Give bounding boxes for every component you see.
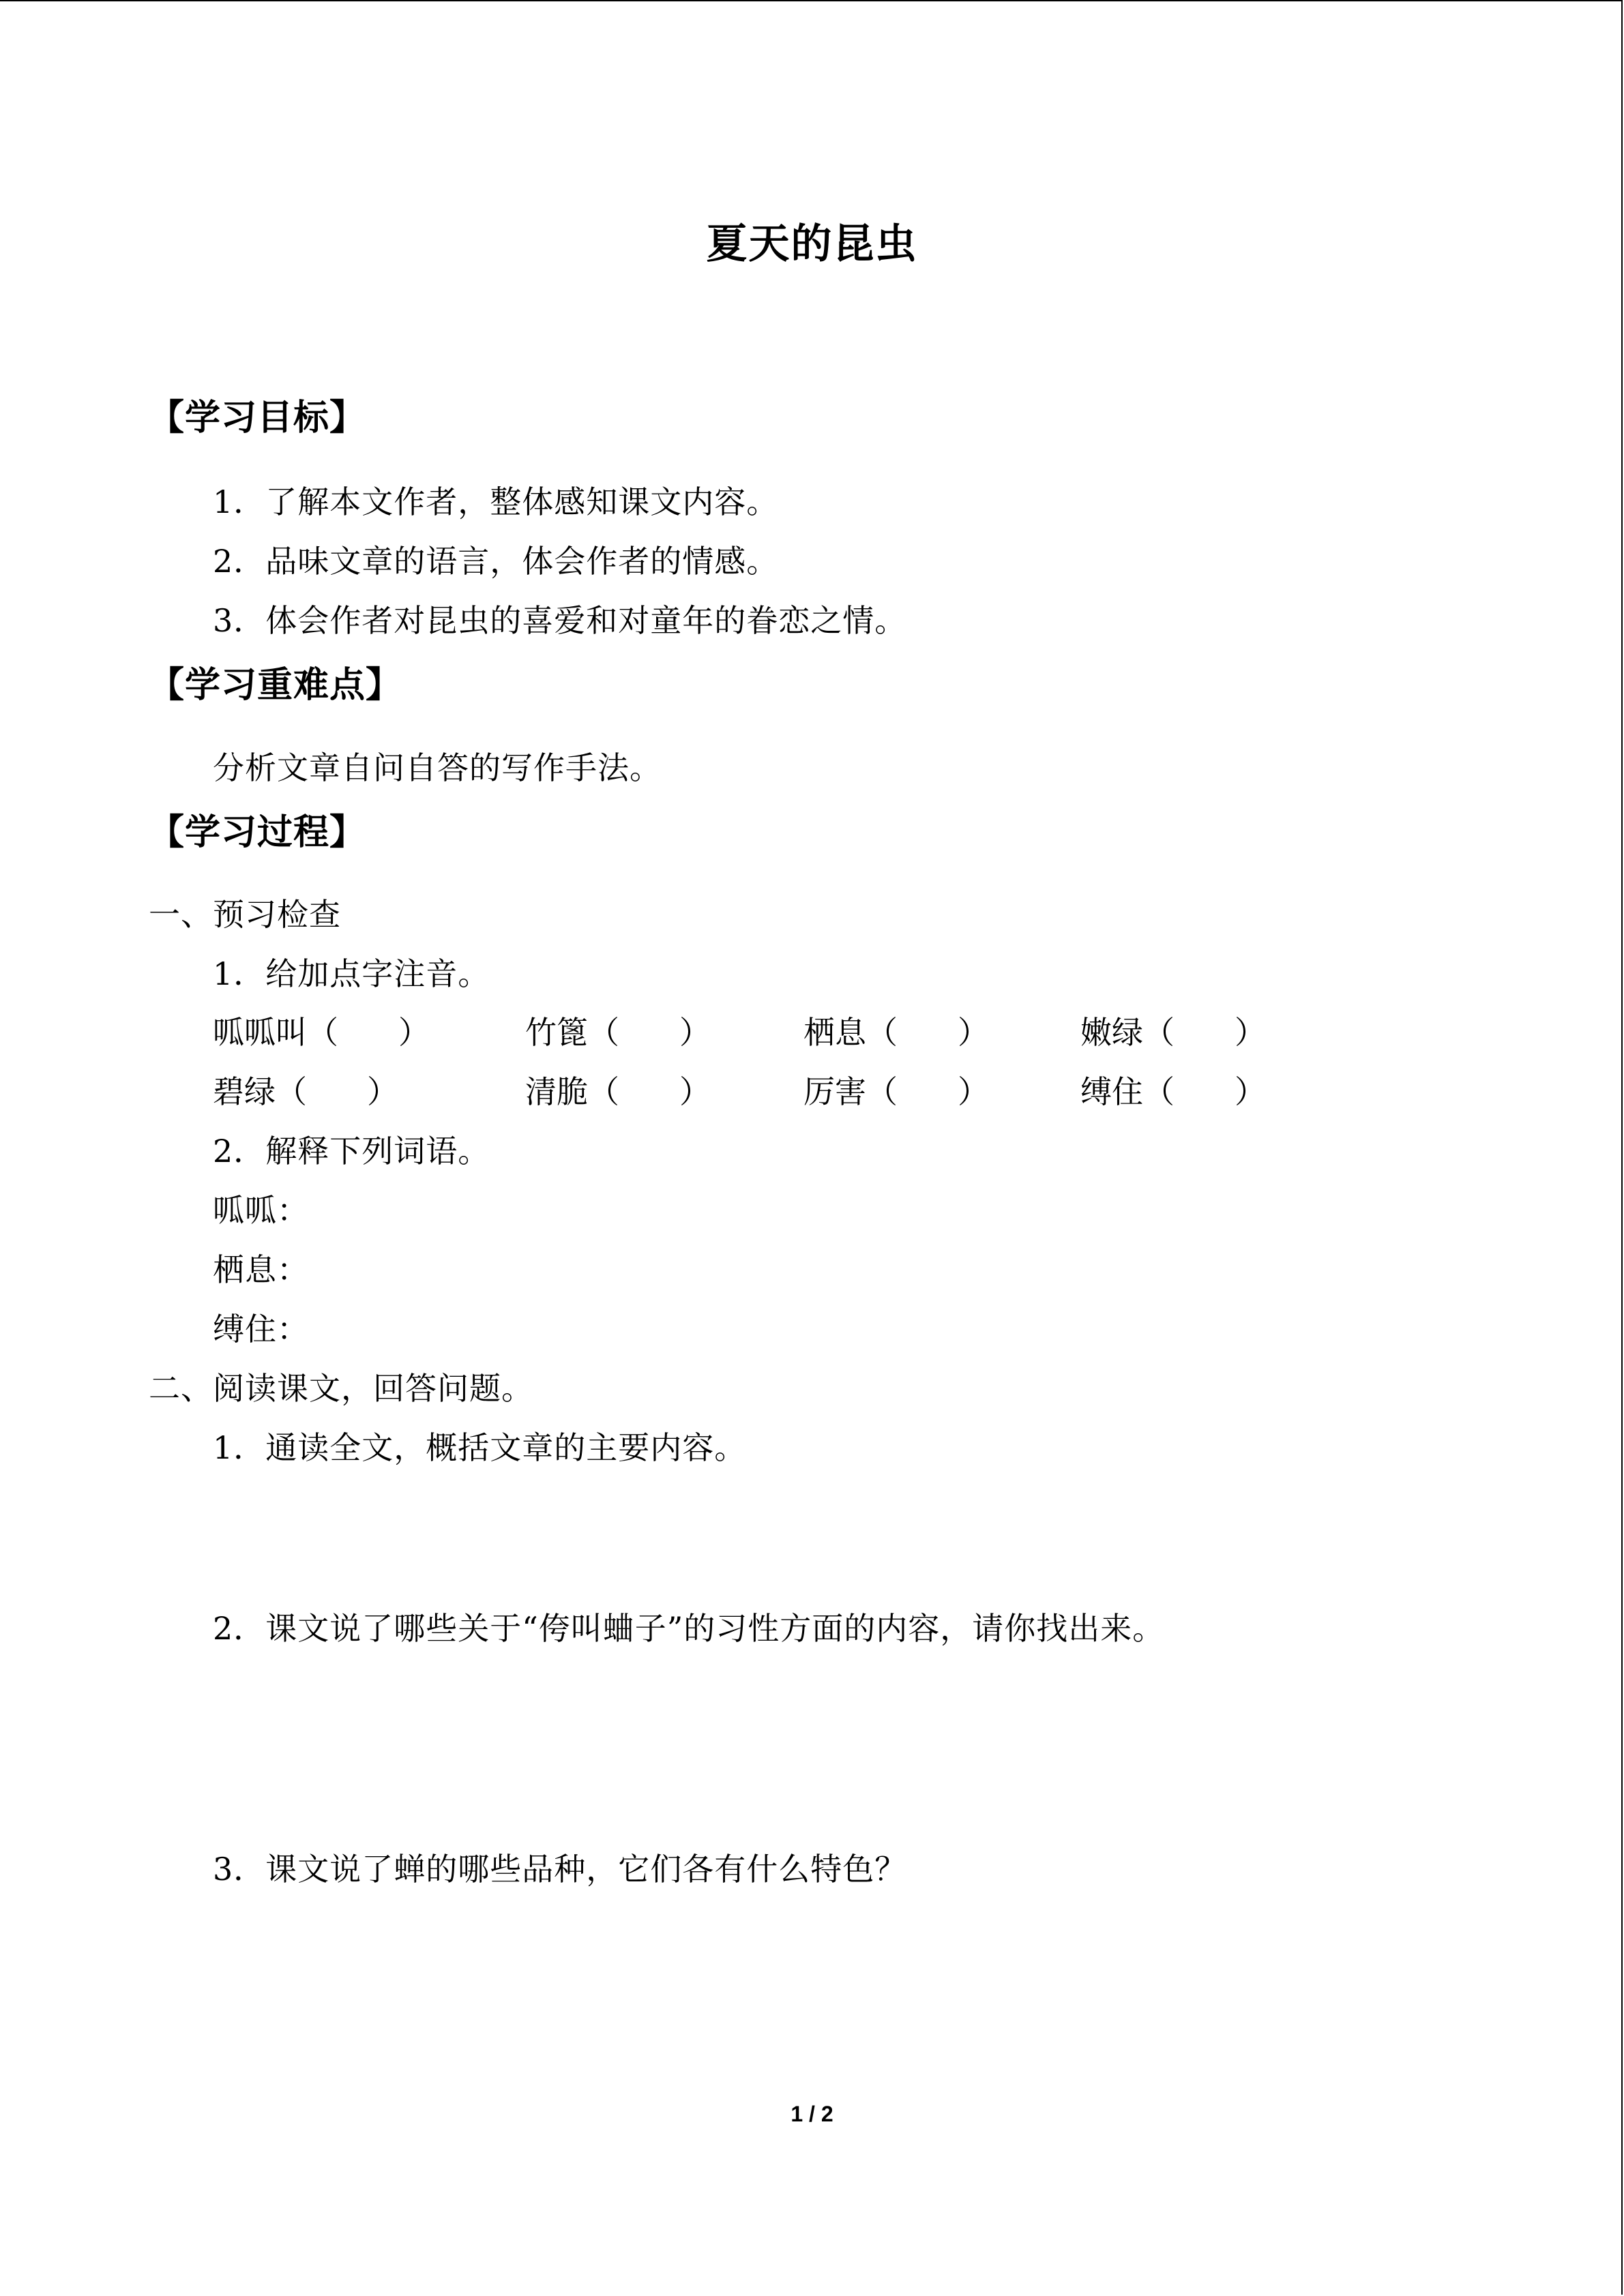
pinyin-word: 嫩绿（: [1080, 1014, 1175, 1051]
close-paren: ）: [958, 1073, 989, 1110]
pinyin-item: [525, 1067, 711, 1112]
pinyin-item: [213, 1067, 398, 1112]
objective-item-3: 3．体会作者对昆虫的喜爱和对童年的眷恋之情。: [213, 602, 907, 639]
pinyin-word: 碧绿（: [213, 1073, 307, 1110]
process-heading: 【学习过程】: [149, 811, 366, 853]
pinyin-word: 竹篦（: [525, 1014, 619, 1051]
part2-q3: 3．课文说了蝉的哪些品种，它们各有什么特色？: [213, 1851, 907, 1888]
pinyin-word: 清脆（: [525, 1073, 619, 1110]
pinyin-item: [803, 1008, 989, 1053]
part2-label: 二、阅读课文，回答问题。: [149, 1370, 533, 1407]
part1-label: 一、预习检查: [149, 896, 341, 933]
objective-item-2: 2．品味文章的语言，体会作者的情感。: [213, 543, 779, 580]
pinyin-item: [1080, 1008, 1266, 1053]
part1-q1: 1．给加点字注音。: [213, 955, 490, 992]
objectives-heading: 【学习目标】: [149, 397, 366, 438]
objective-item-1: 1．了解本文作者，整体感知课文内容。: [213, 483, 779, 520]
close-paren: ）: [398, 1014, 430, 1051]
pinyin-item: [525, 1008, 711, 1053]
pinyin-word: 厉害（: [803, 1073, 898, 1110]
part1-q2: 2．解释下列词语。: [213, 1133, 490, 1169]
key-points-text: 分析文章自问自答的写作手法。: [213, 749, 662, 786]
pinyin-word: 栖息（: [803, 1014, 898, 1051]
term-qixi: 栖息：: [213, 1251, 309, 1288]
close-paren: ）: [679, 1073, 711, 1110]
page-number: 1 / 2: [791, 2102, 833, 2126]
close-paren: ）: [1235, 1014, 1266, 1051]
pinyin-item: [1080, 1067, 1266, 1112]
pinyin-item: [803, 1067, 989, 1112]
part2-q1: 1．通读全文，概括文章的主要内容。: [213, 1429, 747, 1466]
close-paren: ）: [679, 1014, 711, 1051]
close-paren: ）: [1235, 1073, 1266, 1110]
key-points-heading: 【学习重难点】: [149, 664, 402, 706]
pinyin-word: 缚住（: [1080, 1073, 1175, 1110]
pinyin-item: [213, 1008, 430, 1053]
term-guagua: 呱呱：: [213, 1192, 309, 1229]
close-paren: ）: [958, 1014, 989, 1051]
part2-q2: 2．课文说了哪些关于“侉叫蛐子”的习性方面的内容，请你找出来。: [213, 1610, 1165, 1647]
page-title: 夏天的昆虫: [706, 220, 918, 268]
term-fuzhu: 缚住：: [213, 1311, 309, 1347]
pinyin-word: 呱呱叫（: [213, 1014, 338, 1051]
close-paren: ）: [367, 1073, 398, 1110]
